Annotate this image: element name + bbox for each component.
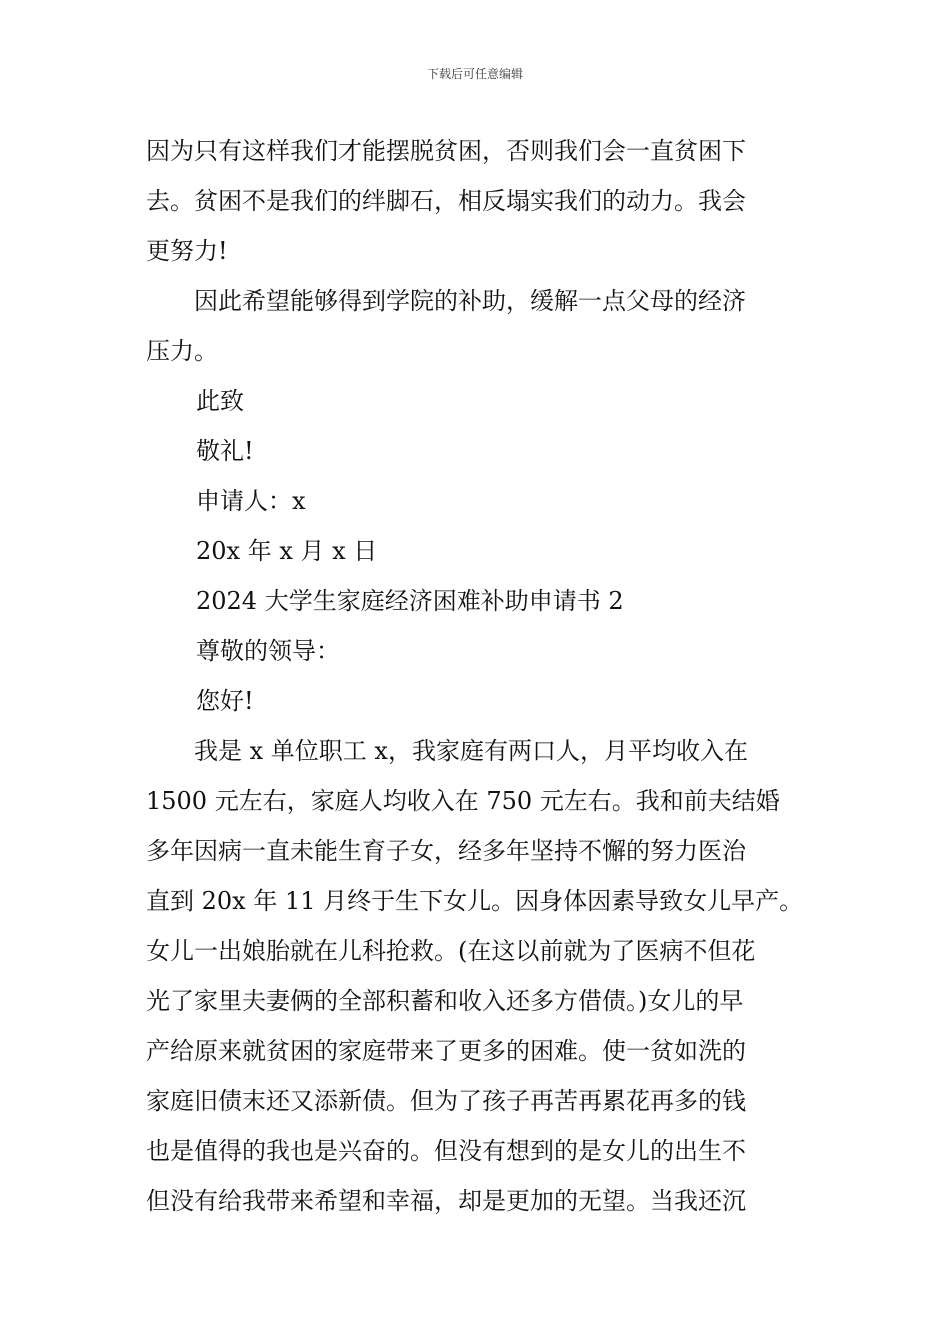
text-line: 产给原来就贫困的家庭带来了更多的困难。使一贫如洗的 <box>146 1037 746 1065</box>
text-line: 我是 x 单位职工 x，我家庭有两口人，月平均收入在 <box>194 737 748 765</box>
page-header-note: 下载后可任意编辑 <box>426 67 523 81</box>
text-line: 但没有给我带来希望和幸福，却是更加的无望。当我还沉 <box>146 1187 746 1215</box>
date-line: 20x 年 x 月 x 日 <box>196 537 378 565</box>
text-line: 也是值得的我也是兴奋的。但没有想到的是女儿的出生不 <box>146 1137 746 1165</box>
text-line: 因此希望能够得到学院的补助，缓解一点父母的经济 <box>194 287 746 315</box>
text-line: 更努力! <box>146 237 228 265</box>
text-line: 压力。 <box>146 337 218 365</box>
greeting-hello: 您好! <box>196 687 254 715</box>
applicant-line: 申请人：x <box>196 487 306 515</box>
text-line: 直到 20x 年 11 月终于生下女儿。因身体因素导致女儿早产。 <box>146 887 804 915</box>
greeting-line: 尊敬的领导： <box>196 637 340 665</box>
text-line: 女儿一出娘胎就在儿科抢救。(在这以前就为了医病不但花 <box>146 937 756 965</box>
section-title: 2024 大学生家庭经济困难补助申请书 2 <box>196 587 624 615</box>
closing-salutation: 此致 <box>196 387 244 415</box>
document-body <box>146 126 826 1226</box>
text-line: 家庭旧债末还又添新债。但为了孩子再苦再累花再多的钱 <box>146 1087 746 1115</box>
text-line: 因为只有这样我们才能摆脱贫困，否则我们会一直贫困下 <box>146 137 746 165</box>
closing-regards: 敬礼! <box>196 437 254 465</box>
text-line: 1500 元左右，家庭人均收入在 750 元左右。我和前夫结婚 <box>146 787 780 815</box>
text-line: 多年因病一直未能生育子女，经多年坚持不懈的努力医治 <box>146 837 746 865</box>
text-line: 去。贫困不是我们的绊脚石，相反塌实我们的动力。我会 <box>146 187 746 215</box>
text-line: 光了家里夫妻俩的全部积蓄和收入还多方借债。)女儿的早 <box>146 987 744 1015</box>
